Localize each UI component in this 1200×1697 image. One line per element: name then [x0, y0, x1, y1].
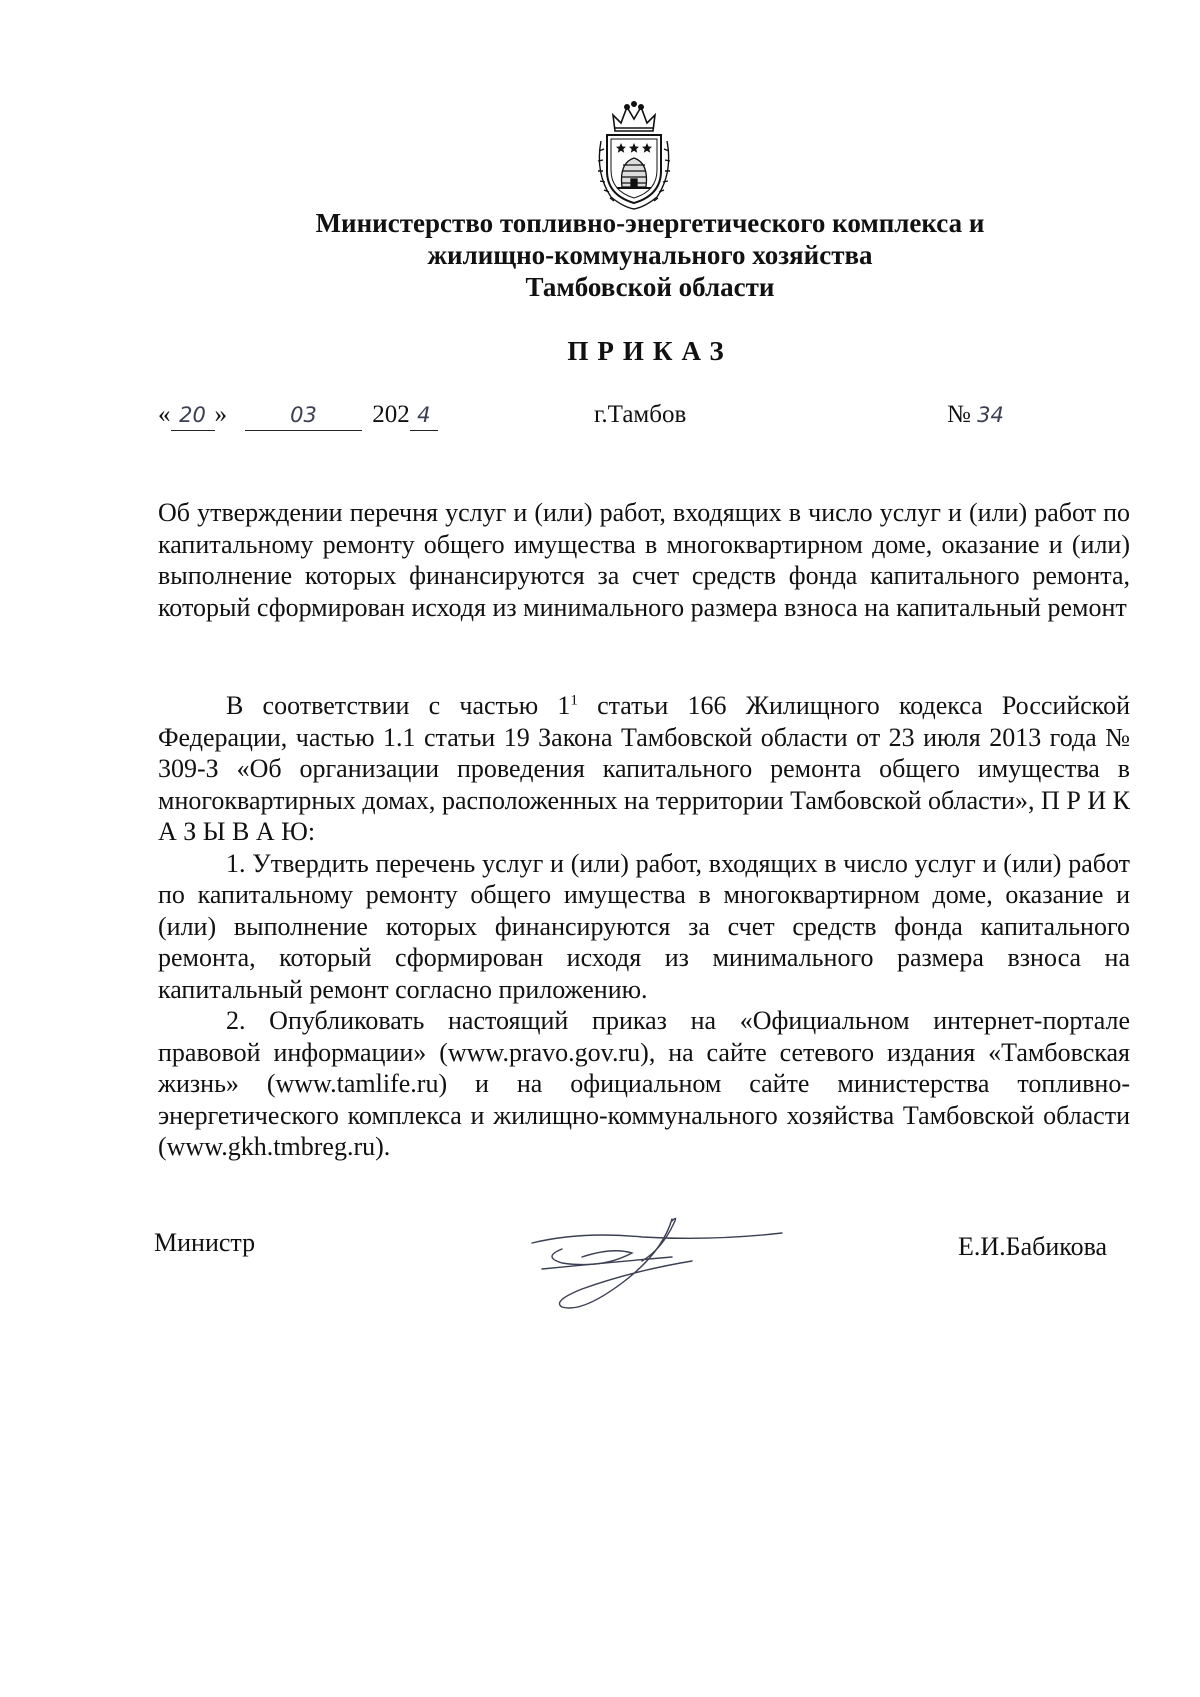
document-city: г.Тамбов — [594, 401, 687, 428]
date-day: 20 — [179, 403, 206, 427]
date-year-suffix: 4 — [417, 403, 431, 427]
organization-line: Тамбовской области — [525, 272, 775, 302]
document-date — [158, 400, 438, 431]
quote-close: » — [214, 401, 227, 428]
order-item-2: 2. Опубликовать настоящий приказ на «Официальном интернет-портале правовой информации» (www.pravo.gov.ru), на сайте сетевого издания «Тамбовская жизнь» (www.tamlife.ru) и на официальном сайте министерства топливно-энергетического комплекса и жилищно-коммунального хозяйства Тамбовской области (www.gkh.tmbreg.ru). — [158, 1006, 1130, 1161]
preamble-paragraph — [158, 690, 1130, 848]
preamble-superscript: 1 — [570, 692, 578, 709]
organization-line: Министерство топливно-энергетического комплекса и — [315, 208, 985, 238]
document-type: ПРИКАЗ — [567, 336, 733, 366]
coat-of-arms-icon — [591, 101, 677, 213]
date-year-prefix: 202 — [372, 401, 410, 428]
date-year-field — [410, 400, 438, 431]
handwritten-signature — [522, 1213, 792, 1323]
organization-line: жилищно-коммунального хозяйства — [427, 240, 873, 270]
date-month-field — [245, 400, 362, 431]
document-body — [158, 690, 1130, 1163]
quote-open: « — [158, 401, 171, 428]
date-day-field — [171, 400, 215, 431]
signatory-name: Е.И.Бабикова — [958, 1232, 1108, 1261]
signatory-role: Министр — [154, 1228, 256, 1257]
document-title: Об утверждении перечня услуг и (или) работ, входящих в число услуг и (или) работ по капитальному ремонту общего имущества в многоквартирном доме, оказание и (или) выполнение которых финансируются за счет средств фонда капитального ремонта, который сформирован исходя из минимального размера взноса на капитальный ремонт — [158, 498, 1130, 622]
organization-name — [200, 207, 1100, 303]
document-number — [947, 400, 1004, 430]
order-item-1: 1. Утвердить перечень услуг и (или) работ, входящих в число услуг и (или) работ по капитальному ремонту общего имущества в многоквартирном доме, оказание и (или) выполнение которых финансируются за счет средств фонда капитального ремонта, который сформирован исходя из минимального размера взноса на капитальный ремонт согласно приложению. — [158, 848, 1130, 1004]
number-label: № — [947, 401, 971, 428]
number-value: 34 — [977, 403, 1004, 427]
date-month: 03 — [290, 403, 317, 427]
preamble-text-end: статьи 166 Жилищного кодекса Российской Федерации, частью 1.1 статьи 19 Закона Тамбовской области от 23 июля 2013 года № 309-З «Об организации проведения капитального ремонта общего имущества в многоквартирных домах, расположенных на территории Тамбовской области», П Р И К А З Ы В А Ю: — [158, 691, 1130, 846]
preamble-text-start: В соответствии с частью 1 — [226, 691, 571, 720]
